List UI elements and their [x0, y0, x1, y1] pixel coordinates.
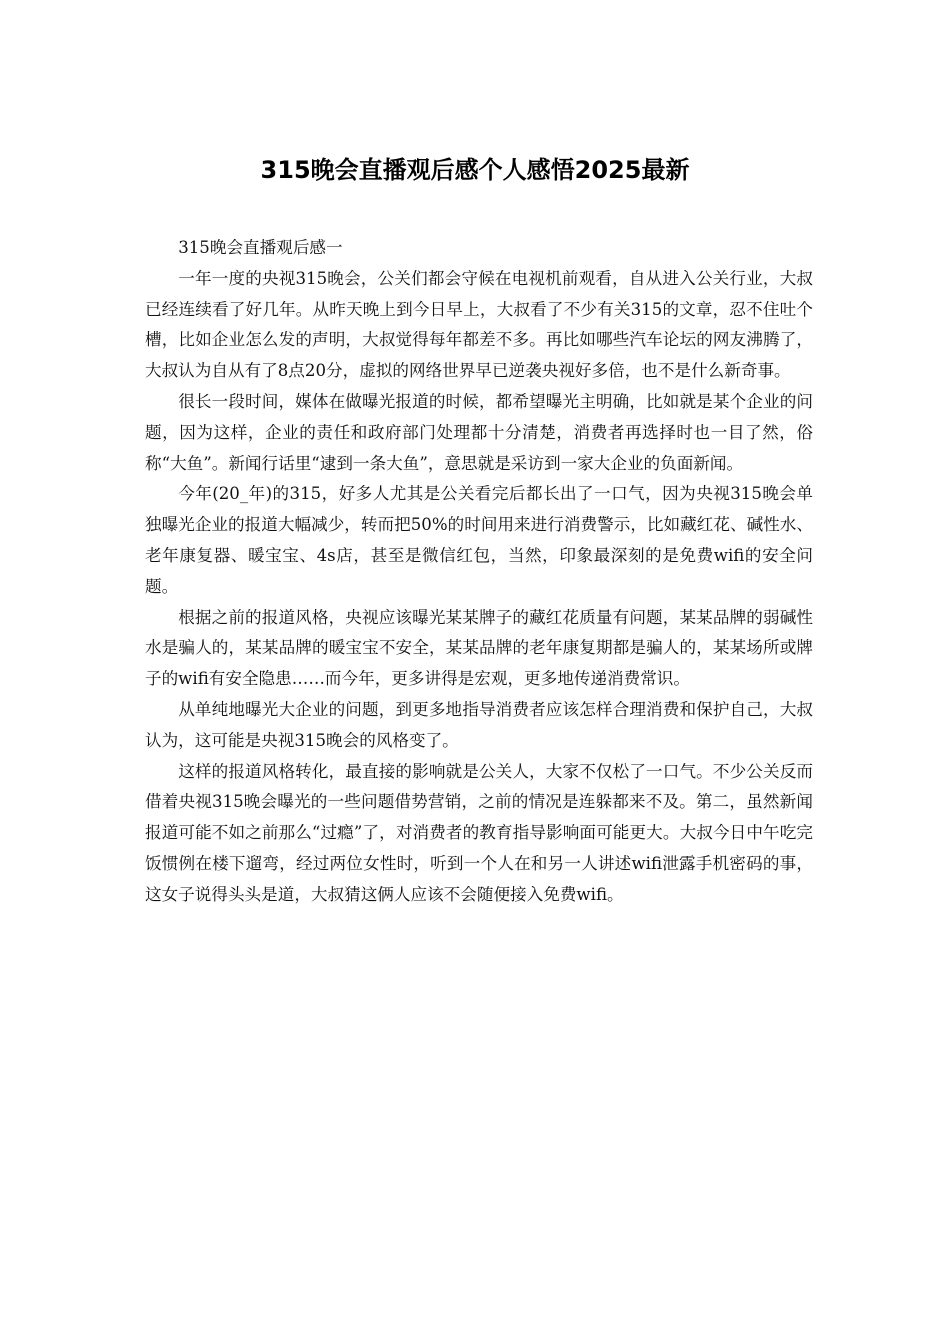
section-heading: 315晚会直播观后感一 — [178, 238, 343, 257]
paragraph-6: 这样的报道风格转化，最直接的影响就是公关人，大家不仅松了一口气。不少公关反而借着央视315晚会曝光的一些问题借势营销，之前的情况是连躲都来不及。第二，虽然新闻报道可能不如之前那么“过瘾”了，对消费者的教育指导影响面可能更大。大叔今日中午吃完饭惯例在楼下遛弯，经过两位女性时，听到一个人在和另一人讲述wifi泄露手机密码的事，这女子说得头头是道，大叔猜这俩人应该不会随便接入免费wifi。 — [145, 761, 813, 904]
paragraph-2: 很长一段时间，媒体在做曝光报道的时候，都希望曝光主明确，比如就是某个企业的问题，因为这样，企业的责任和政府部门处理都十分清楚，消费者再选择时也一目了然，俗称“大鱼”。新闻行话里“逮到一条大鱼”，意思就是采访到一家大企业的负面新闻。 — [145, 391, 813, 473]
paragraph-1: 一年一度的央视315晚会，公关们都会守候在电视机前观看，自从进入公关行业，大叔已经连续看了好几年。从昨天晚上到今日早上，大叔看了不少有关315的文章，忍不住吐个槽，比如企业怎么发的声明，大叔觉得每年都差不多。再比如哪些汽车论坛的网友沸腾了，大叔认为自从有了8点20分，虚拟的网络世界早已逆袭央视好多倍，也不是什么新奇事。 — [145, 268, 813, 381]
document-body — [145, 233, 813, 911]
paragraph-3: 今年(20_年)的315，好多人尤其是公关看完后都长出了一口气，因为央视315晚会单独曝光企业的报道大幅减少，转而把50%的时间用来进行消费警示，比如藏红花、碱性水、老年康复器、暖宝宝、4s店，甚至是微信红包，当然，印象最深刻的是免费wifi的安全问题。 — [145, 484, 813, 596]
document-title: 315晚会直播观后感个人感悟2025最新 — [260, 156, 690, 184]
paragraph-5: 从单纯地曝光大企业的问题，到更多地指导消费者应该怎样合理消费和保护自己，大叔认为，这可能是央视315晚会的风格变了。 — [145, 699, 813, 750]
paragraph-4: 根据之前的报道风格，央视应该曝光某某牌子的藏红花质量有问题，某某品牌的弱碱性水是骗人的，某某品牌的暖宝宝不安全，某某品牌的老年康复期都是骗人的，某某场所或牌子的wifi有安全隐患……而今年，更多讲得是宏观，更多地传递消费常识。 — [145, 607, 813, 689]
